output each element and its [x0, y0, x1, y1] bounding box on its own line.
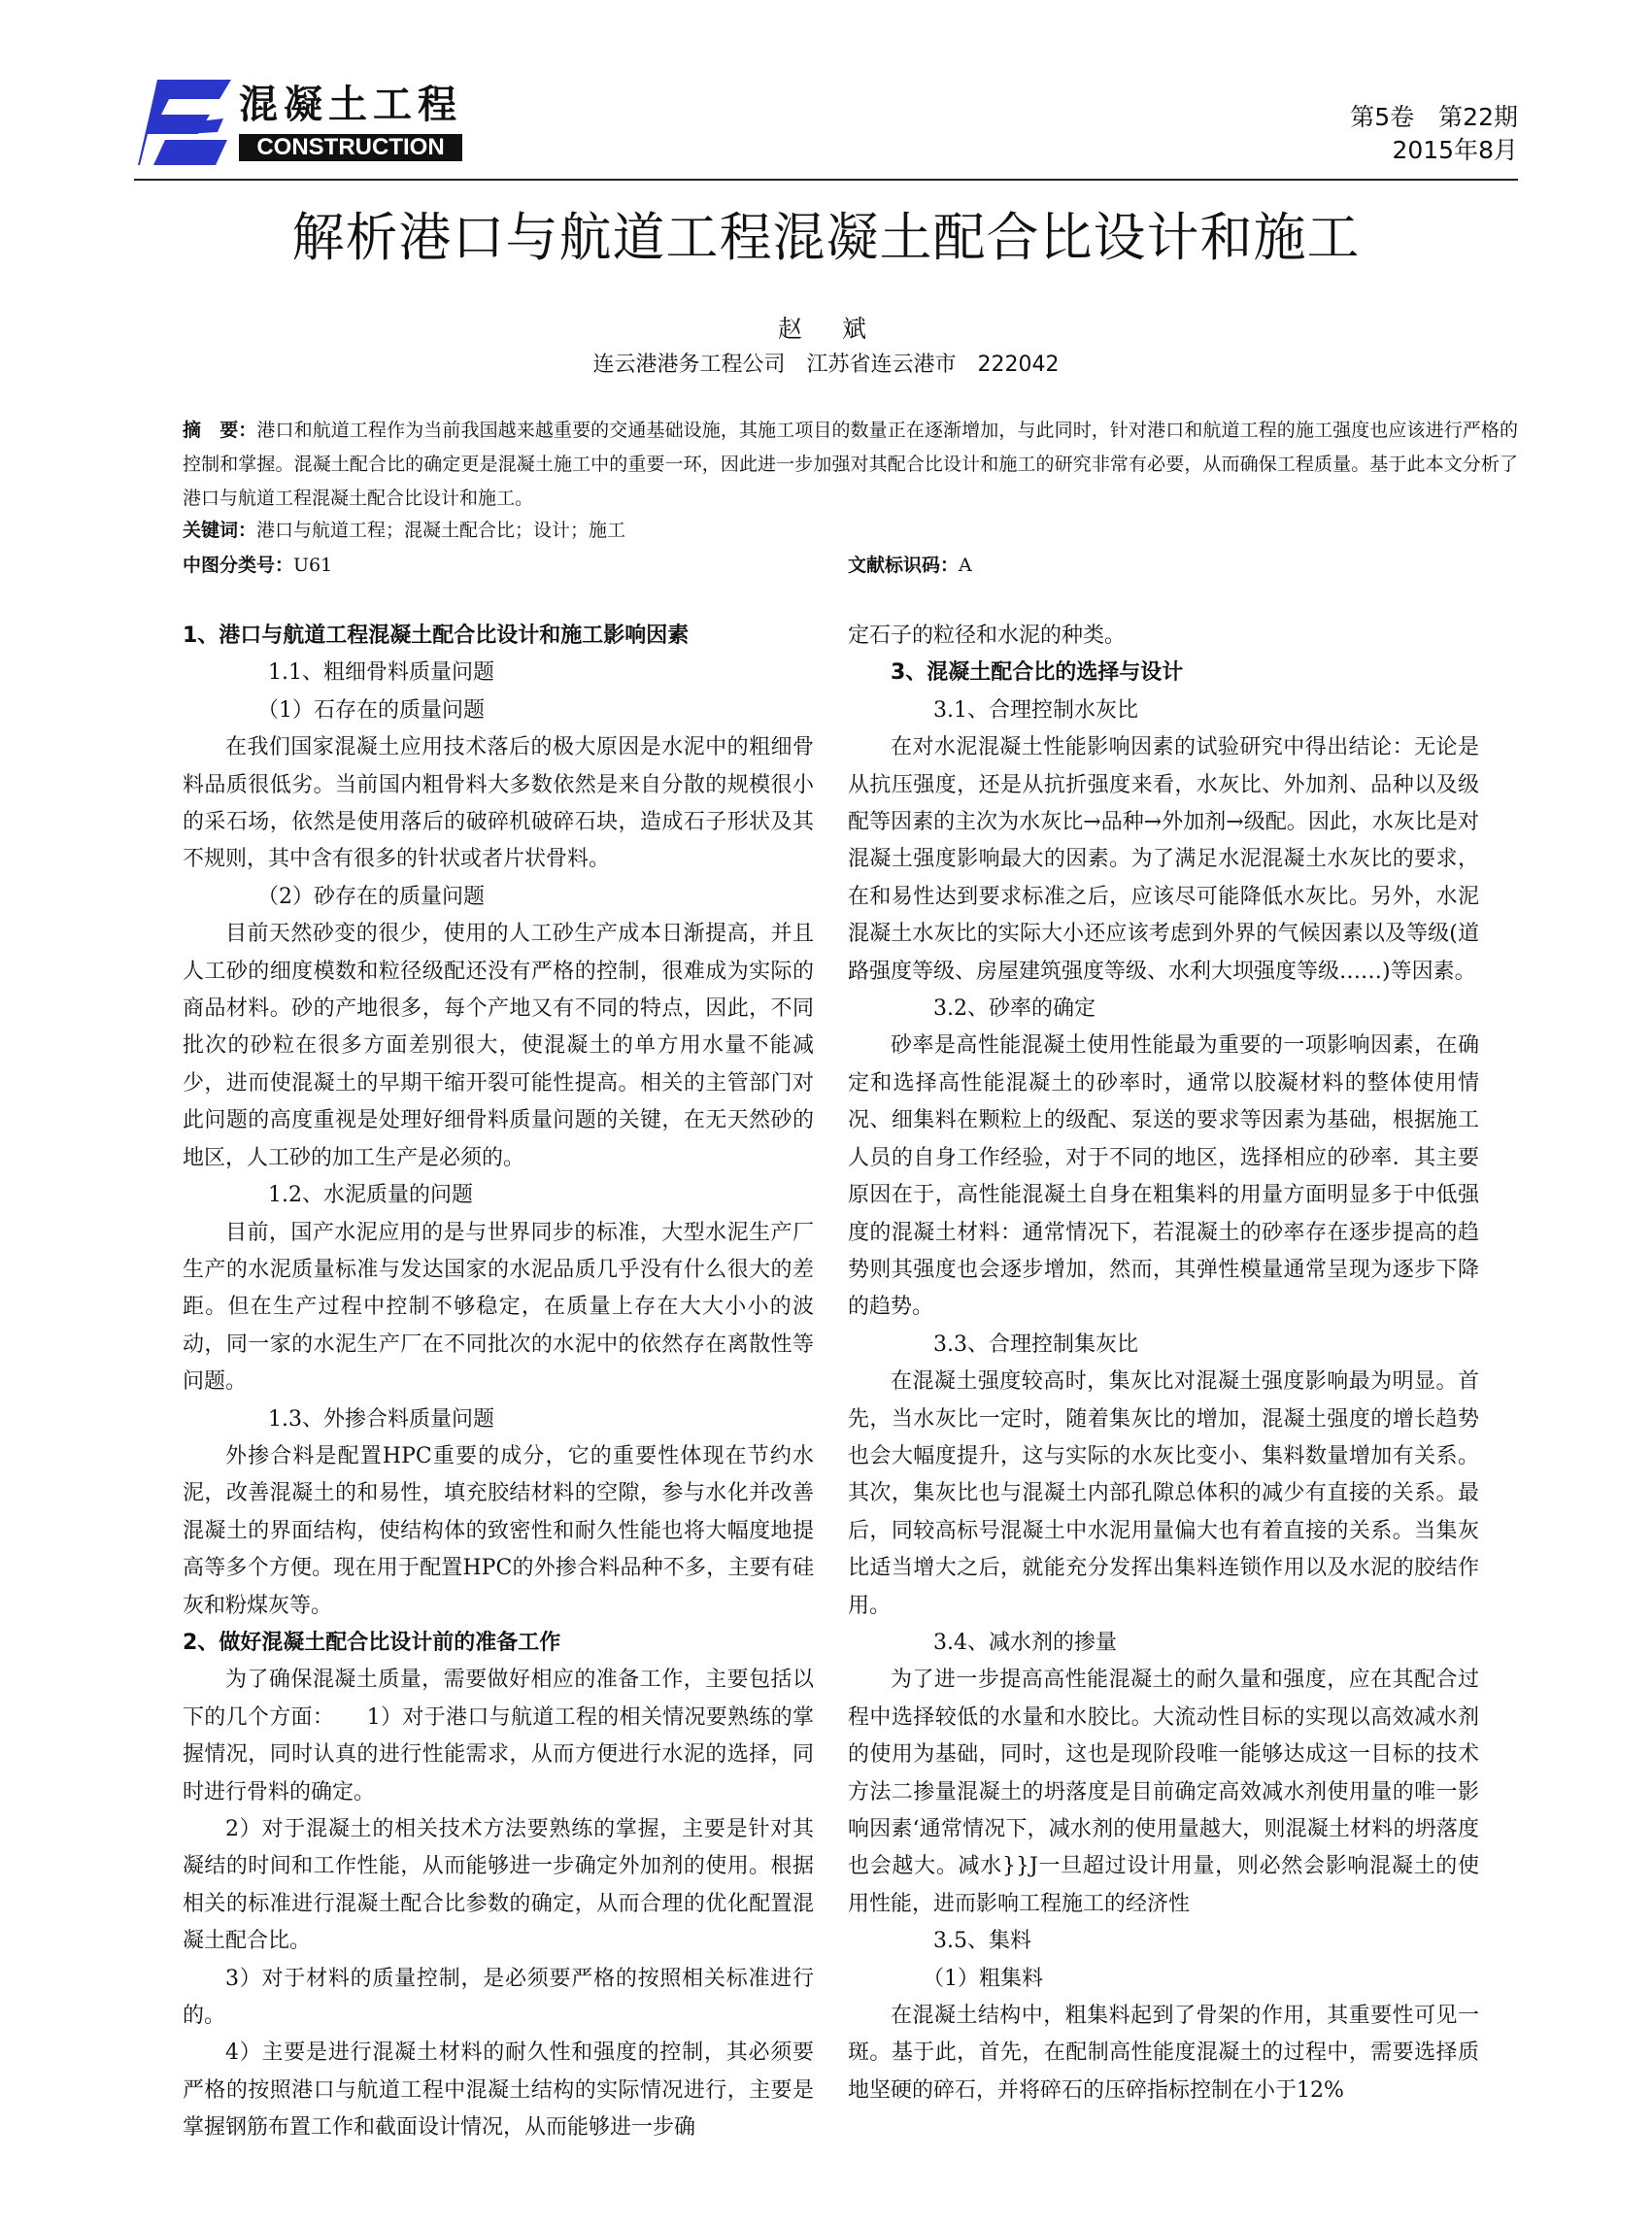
document-code — [848, 550, 972, 581]
journal-logo-icon — [136, 76, 233, 169]
paragraph: 在混凝土强度较高时，集灰比对混凝土强度影响最为明显。首先，当水灰比一定时，随着集灰比的增加，混凝土强度的增长趋势也会大幅度提升，这与实际的水灰比变小、集料数量增加有关系。其次，集灰比也与混凝土内部孔隙总体积的减少有直接的关系。最后，同较高标号混凝土中水泥用量偏大也有着直接的关系。当集灰比适当增大之后，就能充分发挥出集料连锁作用以及水泥的胶结作用。 — [848, 1369, 1479, 1618]
section-heading-2: 2、做好混凝土配合比设计前的准备工作 — [183, 1630, 561, 1655]
article-title: 解析港口与航道工程混凝土配合比设计和施工 — [291, 207, 1361, 268]
clc-number — [183, 550, 332, 581]
journal-logo — [136, 76, 466, 169]
paragraph: 外掺合料是配置HPC重要的成分，它的重要性体现在节约水泥，改善混凝土的和易性，填充胶结材料的空隙，参与水化并改善混凝土的界面结构，使结构体的致密性和耐久性能也将大幅度地提高等多个方便。现在用于配置HPC的外掺合料品种不多，主要有硅灰和粉煤灰等。 — [183, 1443, 814, 1618]
issue-date: 2015年8月 — [1392, 136, 1518, 164]
paragraph: 在对水泥混凝土性能影响因素的试验研究中得出结论：无论是从抗压强度，还是从抗折强度来看，水灰比、外加剂、品种以及级配等因素的主次为水灰比→品种→外加剂→级配。因此，水灰比是对混凝土强度影响最大的因素。为了满足水泥混凝土水灰比的要求，在和易性达到要求标准之后，应该尽可能降低水灰比。另外，水泥混凝土水灰比的实际大小还应该考虑到外界的气候因素以及等级(道路强度等级、房屋建筑强度等级、水利大坝强度等级……)等因素。 — [848, 735, 1479, 984]
article-author: 赵 斌 — [777, 315, 874, 343]
abstract — [183, 414, 1518, 516]
doc-code-value: A — [959, 555, 972, 576]
subsection-heading: 3.2、砂率的确定 — [933, 996, 1096, 1022]
left-column — [183, 618, 814, 2147]
clc-label: 中图分类号： — [183, 555, 294, 576]
paragraph: 在混凝土结构中，粗集料起到了骨架的作用，其重要性可见一斑。基于此，首先，在配制高性能度混凝土的过程中，需要选择质地坚硬的碎石，并将碎石的压碎指标控制在小于12% — [848, 2004, 1479, 2103]
subsubsection-heading: （2）砂存在的质量问题 — [257, 884, 485, 909]
issue-info — [1350, 101, 1518, 167]
abstract-label: 摘 要： — [183, 420, 257, 441]
subsection-heading: 3.3、合理控制集灰比 — [933, 1332, 1138, 1357]
journal-name-cn: 混凝土工程 — [239, 83, 462, 127]
paragraph: 2）对于混凝土的相关技术方法要熟练的掌握，主要是针对其凝结的时间和工作性能，从而能够进一步确定外加剂的使用。根据相关的标准进行混凝土配合比参数的确定，从而合理的优化配置混凝土配合比。 — [183, 1817, 814, 1954]
subsection-heading: 1.1、粗细骨料质量问题 — [268, 660, 494, 686]
volume-issue: 第5卷 第22期 — [1350, 103, 1518, 131]
subsection-heading: 1.3、外掺合料质量问题 — [268, 1406, 494, 1432]
subsubsection-heading: （1）粗集料 — [923, 1966, 1043, 1991]
subsection-heading: 3.1、合理控制水灰比 — [933, 697, 1138, 723]
clc-value: U61 — [293, 555, 333, 576]
keywords-text: 港口与航道工程；混凝土配合比；设计；施工 — [256, 520, 626, 541]
paragraph-continued: 定石子的粒径和水泥的种类。 — [848, 624, 1127, 648]
paragraph: 为了确保混凝土质量，需要做好相应的准备工作，主要包括以下的几个方面： 1）对于港口与航道工程的相关情况要熟练的掌握情况，同时认真的进行性能需求，从而方便进行水泥的选择，同时进行骨料的确定。 — [183, 1668, 814, 1804]
author-affiliation: 连云港港务工程公司 江苏省连云港市 222042 — [592, 353, 1060, 377]
paragraph: 砂率是高性能混凝土使用性能最为重要的一项影响因素，在确定和选择高性能混凝土的砂率时，通常以胶凝材料的整体使用情况、细集料在颗粒上的级配、泵送的要求等因素为基础，根据施工人员的自身工作经验，对于不同的地区，选择相应的砂率．其主要原因在于，高性能混凝土自身在粗集料的用量方面明显多于中低强度的混凝土材料：通常情况下，若混凝土的砂率存在逐步提高的趋势则其强度也会逐步增加，然而，其弹性模量通常呈现为逐步下降的趋势。 — [848, 1033, 1479, 1320]
paragraph: 在我们国家混凝土应用技术落后的极大原因是水泥中的粗细骨料品质很低劣。当前国内粗骨料大多数依然是来自分散的规模很小的采石场，依然是使用落后的破碎机破碎石块，造成石子形状及其不规则，其中含有很多的针状或者片状骨料。 — [183, 735, 814, 872]
classification-meta — [183, 550, 1518, 581]
section-heading-3: 3、混凝土配合比的选择与设计 — [891, 660, 1184, 686]
paragraph: 为了进一步提高高性能混凝土的耐久量和强度，应在其配合过程中选择较低的水量和水胶比。大流动性目标的实现以高效减水剂的使用为基础，同时，这也是现阶段唯一能够达成这一目标的技术方法二掺量混凝土的坍落度是目前确定高效减水剂使用量的唯一影响因素‘通常情况下，减水剂的使用量越大，则混凝土材料的坍落度也会越大。减水}}J一旦超过设计用量，则必然会影响混凝土的使用性能，进而影响工程施工的经济性 — [848, 1668, 1479, 1916]
section-heading-1: 1、港口与航道工程混凝土配合比设计和施工影响因素 — [183, 624, 690, 648]
paragraph: 目前天然砂变的很少，使用的人工砂生产成本日渐提高，并且人工砂的细度模数和粒径级配还没有严格的控制，很难成为实际的商品材料。砂的产地很多，每个产地又有不同的特点，因此，不同批次的砂粒在很多方面差别很大，使混凝土的单方用水量不能减少，进而使混凝土的早期干缩开裂可能性提高。相关的主管部门对此问题的高度重视是处理好细骨料质量问题的关键，在无天然砂的地区，人工砂的加工生产是必须的。 — [183, 922, 814, 1170]
journal-name-en: CONSTRUCTION — [239, 134, 462, 161]
subsection-heading: 1.2、水泥质量的问题 — [268, 1183, 473, 1208]
doc-code-label: 文献标识码： — [848, 555, 960, 576]
paragraph: 目前，国产水泥应用的是与世界同步的标准，大型水泥生产厂生产的水泥质量标准与发达国家的水泥品质几乎没有什么很大的差距。但在生产过程中控制不够稳定，在质量上存在大大小小的波动，同一家的水泥生产厂在不同批次的水泥中的依然存在离散性等问题。 — [183, 1220, 814, 1395]
right-column — [848, 618, 1479, 2109]
paragraph: 4）主要是进行混凝土材料的耐久性和强度的控制，其必须要严格的按照港口与航道工程中混凝土结构的实际情况进行，主要是掌握钢筋布置工作和截面设计情况，从而能够进一步确 — [183, 2040, 814, 2141]
keywords — [183, 515, 1518, 546]
abstract-text: 港口和航道工程作为当前我国越来越重要的交通基础设施，其施工项目的数量正在逐渐增加，与此同时，针对港口和航道工程的施工强度也应该进行严格的控制和掌握。混凝土配合比的确定更是混凝土施工中的重要一环，因此进一步加强对其配合比设计和施工的研究非常有必要，从而确保工程质量。基于此本文分析了港口与航道工程混凝土配合比设计和施工。 — [183, 420, 1518, 509]
paragraph: 3）对于材料的质量控制，是必须要严格的按照相关标准进行的。 — [183, 1966, 814, 2029]
subsection-heading: 3.5、集料 — [933, 1929, 1031, 1954]
header-divider — [134, 179, 1518, 181]
keywords-label: 关键词： — [183, 520, 257, 541]
subsection-heading: 3.4、减水剂的掺量 — [933, 1630, 1117, 1655]
subsubsection-heading: （1）石存在的质量问题 — [257, 697, 485, 723]
